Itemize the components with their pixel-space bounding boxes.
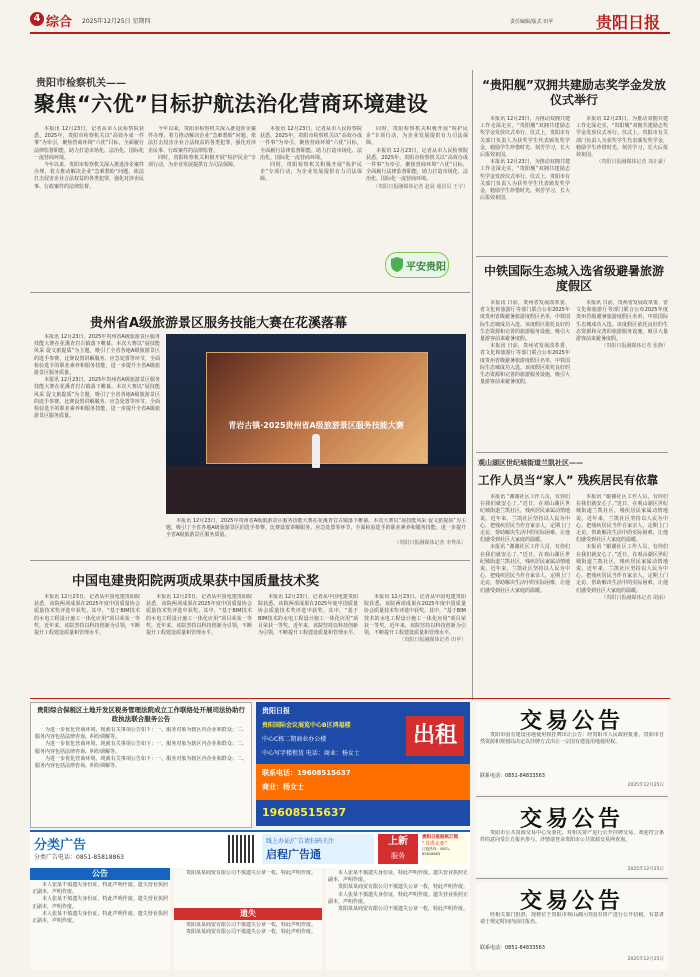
transaction-3-body: 经相关部门批准，现将位于贵阳市观山湖区的国有资产进行公开招租，有意者请于规定时间内前往报名。 — [480, 912, 664, 926]
notice-left-title: 贵阳综合保税区土地开发区税务管理法院成立工作联络处开展司法协助行政执法联合服务公告 — [37, 706, 245, 723]
right-column-rule — [472, 70, 473, 700]
competition-photo — [166, 334, 466, 514]
qr-code-icon — [228, 835, 256, 863]
notice-body: 本人张某不慎遗失身份证，特此声明作废。遗失营业执照正副本，声明作废。 本人张某不慎遗失身份证，特此声明作废。遗失营业执照正副本，声明作废。 本人张某不慎遗失身份证，特此声明作废。遗失营业执照正副本，声明作废。 — [32, 882, 168, 925]
divider-trans — [476, 796, 668, 797]
elders-body-col1: 本报讯 “谢谢社区工作人员，有你们在我们就安心了。”近日，在观山湖区世纪城街道兰凯社区，残疾居民家属动情地说。近年来，兰凯社区坚持以人民为中心，把残疾居民当作自家亲人，定期上门走访，帮助解决生活中的实际困难，让他们感受到社区大家庭的温暖。 本报讯 “谢谢社区工作人员，有你们在我们就安心了。”近日，在观山湖区世纪城街道兰凯社区，残疾居民家属动情地说。近年来，兰凯社区坚持以人民为中心，把残疾居民当作自家亲人，定期上门走访，帮助解决生活中的实际困难，让他们感受到社区大家庭的温暖。 — [480, 494, 570, 594]
prize-body-col1: 本报讯 12月23日，为推动双拥共建工作走深走实，“贵阳舰”双拥共建励志奖学金发放仪式举行。仪式上，贵阳市有关部门负责人为获奖学生代表颁发奖学金，勉励学生珍惜时光、刻苦学习，长大后报效祖国。 本报讯 12月23日，为推动双拥共建工作走深走实，“贵阳舰”双拥共建励志奖学金发放仪式举行。仪式上，贵阳市有关部门负责人为获奖学生代表颁发奖学金，勉励学生珍惜时光、刻苦学习，长大后报效祖国。 — [480, 116, 570, 202]
transaction-1-body: 贵阳市国有建设用地使用权挂牌出让公告：经贵阳市人民政府批准，贵阳市自然资源和规划局决定以挂牌方式出让一宗国有建设用地使用权。 — [480, 732, 664, 746]
transaction-2-body: 贵阳市公共资源交易中心受委托，对相关资产进行公开挂牌交易，欢迎符合条件的意向受让方报名参与。详情请登录贵阳市公共资源交易网查询。 — [480, 830, 664, 844]
transaction-1 — [476, 702, 668, 794]
cre-body-col1: 本报讯 12月23日，记者从中国电建贵阳院获悉，该院两项成果在2025年度中国质量协会质量技术奖评选中获奖。其中，“基于BIM技术的水电工程设计施工一体化应用”项目荣获一等奖。近年来，该院坚持以科技创新为引领，不断提升工程建设质量和管理水平。 — [34, 594, 140, 637]
section-name: 综合 — [46, 15, 73, 30]
divider-railway — [476, 452, 668, 453]
elders-kicker: 观山湖区世纪城街道兰凯社区—— — [478, 459, 583, 467]
prize-body-col2: 本报讯 12月23日，为推动双拥共建工作走深走实，“贵阳舰”双拥共建励志奖学金发放仪式举行。仪式上，贵阳市有关部门负责人为获奖学生代表颁发奖学金，勉励学生珍惜时光、刻苦学习，长大后报效祖国。 （贵阳日报融媒体记者 刘正豪） — [576, 116, 668, 166]
renew-tag: 上新 — [388, 836, 408, 847]
rental-ad-phone: 19608515637 — [262, 806, 347, 819]
notice-tag: 公告 — [30, 868, 170, 880]
classified-title: 分类广告 — [34, 838, 87, 853]
prize-headline: “贵阳舰”双拥共建励志奖学金发放仪式举行 — [482, 78, 666, 107]
transaction-1-title: 交易公告 — [519, 709, 624, 734]
cre-headline: 中国电建贵阳院两项成果获中国质量技术奖 — [72, 574, 320, 589]
lead-body-col1: 本报讯 12月23日，记者从市人民检察院获悉，2025年，贵阳市检察机关以“高效办成一件事”为牵引，聚焦营商环境“六优”目标，全面履行法律监督职能，助力打造市场化、法治化、国际化一流营商环境。 今年以来，贵阳市检察机关深入推进涉企案件办理，着力推动解决企业“急难愁盼”问题。依法打击侵害企业合法权益的各类犯罪，强化对涉企民事、行政案件的法律监督。 — [34, 126, 144, 190]
notice-left-body: 为进一步优化营商环境，现就有关事项公告如下：一、服务对象为辖区内企业和群众；二、服务内容包括法律咨询、纠纷调解等。 为进一步优化营商环境，现就有关事项公告如下：一、服务对象为辖区内企业和群众；二、服务内容包括法律咨询、纠纷调解等。 为进一步优化营商环境，现就有关事项公告如下：一、服务对象为辖区内企业和群众；二、服务内容包括法律咨询、纠纷调解等。 — [35, 727, 247, 770]
prize-byline: （贵阳日报融媒体记者 刘正豪） — [596, 159, 668, 166]
transaction-3-date: 2025年12月25日 — [627, 957, 664, 962]
lead-body-col2: 今年以来，贵阳市检察机关深入推进涉企案件办理，着力推动解决企业“急难愁盼”问题。依法打击侵害企业合法权益的各类犯罪，强化对涉企民事、行政案件的法律监督。 同时，贵阳检察机关积极开展“检护民企”专项行动，为企业发展提供有力司法保障。 — [148, 126, 256, 169]
ping-an-label: 平安贵阳 — [406, 262, 446, 273]
classified-banner — [30, 830, 470, 868]
header-rule — [30, 32, 670, 34]
divider-trans2 — [476, 878, 668, 879]
ads-rule — [30, 698, 670, 699]
competition-body-bottom: 本报讯 12月23日，2025年贵州省A级旅游景区服务技能大赛在花溪青岩古镇落下帷幕。本次大赛以“展技能风采 促文旅提质”为主题，吸引了全省各地A级旅游景区的选手参赛。比赛设置讲解服务、应急处置等环节，全面检验选手的职业素养和服务技能，进一步提升全省A级旅游景区服务质量。 （贵阳日报融媒体记者 李秀凤） — [166, 518, 466, 546]
rental-ad — [256, 702, 470, 826]
photo-caption: 青岩古镇·2025贵州省A级旅游景区服务技能大赛 — [228, 421, 404, 430]
lead-body-col4: 同时，贵阳检察机关积极开展“检护民企”专项行动，为企业发展提供有力司法保障。 本报讯 12月23日，记者从市人民检察院获悉，2025年，贵阳市检察机关以“高效办成一件事”为牵引，聚焦营商环境“六优”目标，全面履行法律监督职能，助力打造市场化、法治化、国际化一流营商环境。 （贵阳日报融媒体记者 赵晨 通讯员 王宇） — [366, 126, 468, 190]
railway-body-col2: 本报讯 日前，贵州省发展改革委、省文化和旅游厅等部门联合公布2025年度贵州省级避暑旅游度假区名单，中铁国际生态城成功入选。该度假区依托良好的生态资源和完善的旅游服务设施，吸引大量游客前来避暑度假。 （贵阳日报融媒体记者 张静） — [576, 300, 668, 350]
misc-column — [326, 868, 470, 970]
lead-kicker: 贵阳市检察机关—— — [36, 78, 126, 89]
subscription-sub: “书香太亚” — [422, 841, 448, 847]
ping-an-badge — [385, 252, 449, 278]
subscription-title: 贵阳日报报纸订阅 — [422, 835, 458, 840]
cre-body-col3: 本报讯 12月23日，记者从中国电建贵阳院获悉，该院两项成果在2025年度中国质量协会质量技术奖评选中获奖。其中，“基于BIM技术的水电工程设计施工一体化应用”项目荣获一等奖。近年来，该院坚持以科技创新为引领，不断提升工程建设质量和管理水平。 — [258, 594, 358, 637]
elders-body-col2: 本报讯 “谢谢社区工作人员，有你们在我们就安心了。”近日，在观山湖区世纪城街道兰凯社区，残疾居民家属动情地说。近年来，兰凯社区坚持以人民为中心，把残疾居民当作自家亲人，定期上门走访，帮助解决生活中的实际困难，让他们感受到社区大家庭的温暖。 本报讯 “谢谢社区工作人员，有你们在我们就安心了。”近日，在观山湖区世纪城街道兰凯社区，残疾居民家属动情地说。近年来，兰凯社区坚持以人民为中心，把残疾居民当作自家亲人，定期上门走访，帮助解决生活中的实际困难，让他们感受到社区大家庭的温暖。 （贵阳日报融媒体记者 胡丽） — [576, 494, 668, 601]
subscription-hotline: 订阅热线：0851-85818863 — [422, 847, 451, 856]
rental-ad-line3: 中心写字楼租赁 电话：商业：杨女士 — [262, 750, 360, 757]
masthead-logo: 贵阳日报 — [596, 13, 661, 32]
shield-icon — [390, 256, 404, 273]
page-header — [30, 10, 670, 32]
railway-body-col1: 本报讯 日前，贵州省发展改革委、省文化和旅游厅等部门联合公布2025年度贵州省级避暑旅游度假区名单，中铁国际生态城成功入选。该度假区依托良好的生态资源和完善的旅游服务设施，吸引大量游客前来避暑度假。 本报讯 日前，贵州省发展改革委、省文化和旅游厅等部门联合公布2025年度贵州省级避暑旅游度假区名单，中铁国际生态城成功入选。该度假区依托良好的生态资源和完善的旅游服务设施，吸引大量游客前来避暑度假。 — [480, 300, 570, 386]
lost-body: 贵阳某某商贸有限公司不慎遗失公章一枚，特此声明作废。 贵阳某某商贸有限公司不慎遗失公章一枚，特此声明作废。 — [186, 922, 317, 936]
presenter-figure — [312, 434, 320, 468]
rental-ad-line2: 中心C栋二期商业办公楼 — [262, 736, 327, 743]
rental-ad-contact: 商业：杨女士 — [262, 783, 304, 791]
lead-byline: （贵阳日报融媒体记者 赵晨 通讯员 王宇） — [373, 183, 468, 190]
competition-body: 本报讯 12月23日，2025年贵州省A级旅游景区服务技能大赛在花溪青岩古镇落下帷幕。本次大赛以“展技能风采 促文旅提质”为主题，吸引了全省各地A级旅游景区的选手参赛。比赛设置讲解服务、应急处置等环节，全面检验选手的职业素养和服务技能，进一步提升全省A级旅游景区服务质量。 本报讯 12月23日，2025年贵州省A级旅游景区服务技能大赛在花溪青岩古镇落下帷幕。本次大赛以“展技能风采 促文旅提质”为主题，吸引了全省各地A级旅游景区的选手参赛。比赛设置讲解服务、应急处置等环节，全面检验选手的职业素养和服务技能，进一步提升全省A级旅游景区服务质量。 — [34, 334, 160, 420]
notice-left — [30, 702, 252, 828]
elders-headline: 工作人员当“家人” 残疾居民有依靠 — [478, 473, 659, 487]
transaction-3-contact: 联系电话：0851-84833563 — [480, 945, 545, 951]
cre-byline: （贵阳日报融媒体记者 田苹） — [399, 637, 466, 644]
cre-body-col2: 本报讯 12月23日，记者从中国电建贵阳院获悉，该院两项成果在2025年度中国质量协会质量技术奖评选中获奖。其中，“基于BIM技术的水电工程设计施工一体化应用”项目荣获一等奖。近年来，该院坚持以科技创新为引领，不断提升工程建设质量和管理水平。 — [146, 594, 252, 637]
divider-competition — [30, 560, 470, 561]
transaction-2 — [476, 800, 668, 876]
transaction-2-date: 2025年12月25日 — [627, 867, 664, 872]
misc-body: 本人张某不慎遗失身份证，特此声明作废。遗失营业执照正副本，声明作废。 贵阳某某商贸有限公司不慎遗失公章一枚，特此声明作废。 本人张某不慎遗失身份证，特此声明作废。遗失营业执照正副本，声明作废。 贵阳某某商贸有限公司不慎遗失公章一枚，特此声明作废。 — [328, 870, 468, 913]
lead-headline: 聚焦“六优”目标护航法治化营商环境建设 — [34, 92, 429, 116]
service-promo — [262, 834, 374, 864]
page-number-badge: 4 — [30, 12, 44, 26]
rental-ad-line1: 贵阳国际会议展览中心B区鸿福楼 — [262, 722, 351, 729]
transaction-3 — [476, 882, 668, 970]
railway-headline: 中铁国际生态城入选省级避暑旅游度假区 — [483, 264, 664, 293]
lost-column — [174, 868, 322, 970]
renew-badge — [378, 834, 418, 864]
transaction-1-date: 2025年12月25日 — [627, 783, 664, 788]
classified-hotline: 分类广告电话：0851-85818863 — [34, 854, 124, 861]
subscription-box — [422, 834, 468, 864]
transaction-2-title: 交易公告 — [519, 807, 624, 832]
divider-lead — [30, 292, 470, 293]
editor-credit: 责任编辑/版式 田苹 — [510, 19, 554, 25]
lead-body-col3: 本报讯 12月23日，记者从市人民检察院获悉，2025年，贵阳市检察机关以“高效办成一件事”为牵引，聚焦营商环境“六优”目标，全面履行法律监督职能，助力打造市场化、法治化、国际化一流营商环境。 同时，贵阳检察机关积极开展“检护民企”专项行动，为企业发展提供有力司法保障。 — [260, 126, 362, 183]
rental-ad-brand: 贵阳日报 — [262, 707, 290, 715]
competition-byline: （贵阳日报融媒体记者 李秀凤） — [394, 539, 466, 546]
rental-ad-line4: 联系电话：19608515637 — [262, 769, 351, 777]
issue-date: 2025年12月25日 星期四 — [82, 18, 151, 25]
railway-byline: （贵阳日报融媒体记者 张静） — [601, 343, 668, 350]
transaction-1-contact: 联系电话：0851-84833563 — [480, 773, 545, 779]
lost-tag: 遗失 — [174, 908, 322, 920]
divider-prize — [476, 256, 668, 257]
cre-body-col4: 本报讯 12月23日，记者从中国电建贵阳院获悉，该院两项成果在2025年度中国质量协会质量技术奖评选中获奖。其中，“基于BIM技术的水电工程设计施工一体化应用”项目荣获一等奖。近年来，该院坚持以科技创新为引领，不断提升工程建设质量和管理水平。 （贵阳日报融媒体记者 田苹） — [364, 594, 466, 644]
stage-floor — [166, 466, 466, 514]
lost-body-top: 贵阳某某商贸有限公司不慎遗失公章一枚，特此声明作废。 — [186, 870, 317, 876]
transaction-3-title: 交易公告 — [519, 889, 624, 914]
service-promo-tag: 线上办证/广告请扫码关注 — [266, 838, 335, 845]
renew-sub: 服务 — [391, 852, 405, 860]
notice-column — [30, 868, 170, 970]
elders-byline: （贵阳日报融媒体记者 胡丽） — [601, 594, 668, 601]
competition-headline: 贵州省A级旅游景区服务技能大赛在花溪落幕 — [90, 316, 348, 331]
rental-ad-big: 出租 — [406, 716, 464, 756]
service-promo-title: 启程广告通 — [266, 848, 321, 861]
